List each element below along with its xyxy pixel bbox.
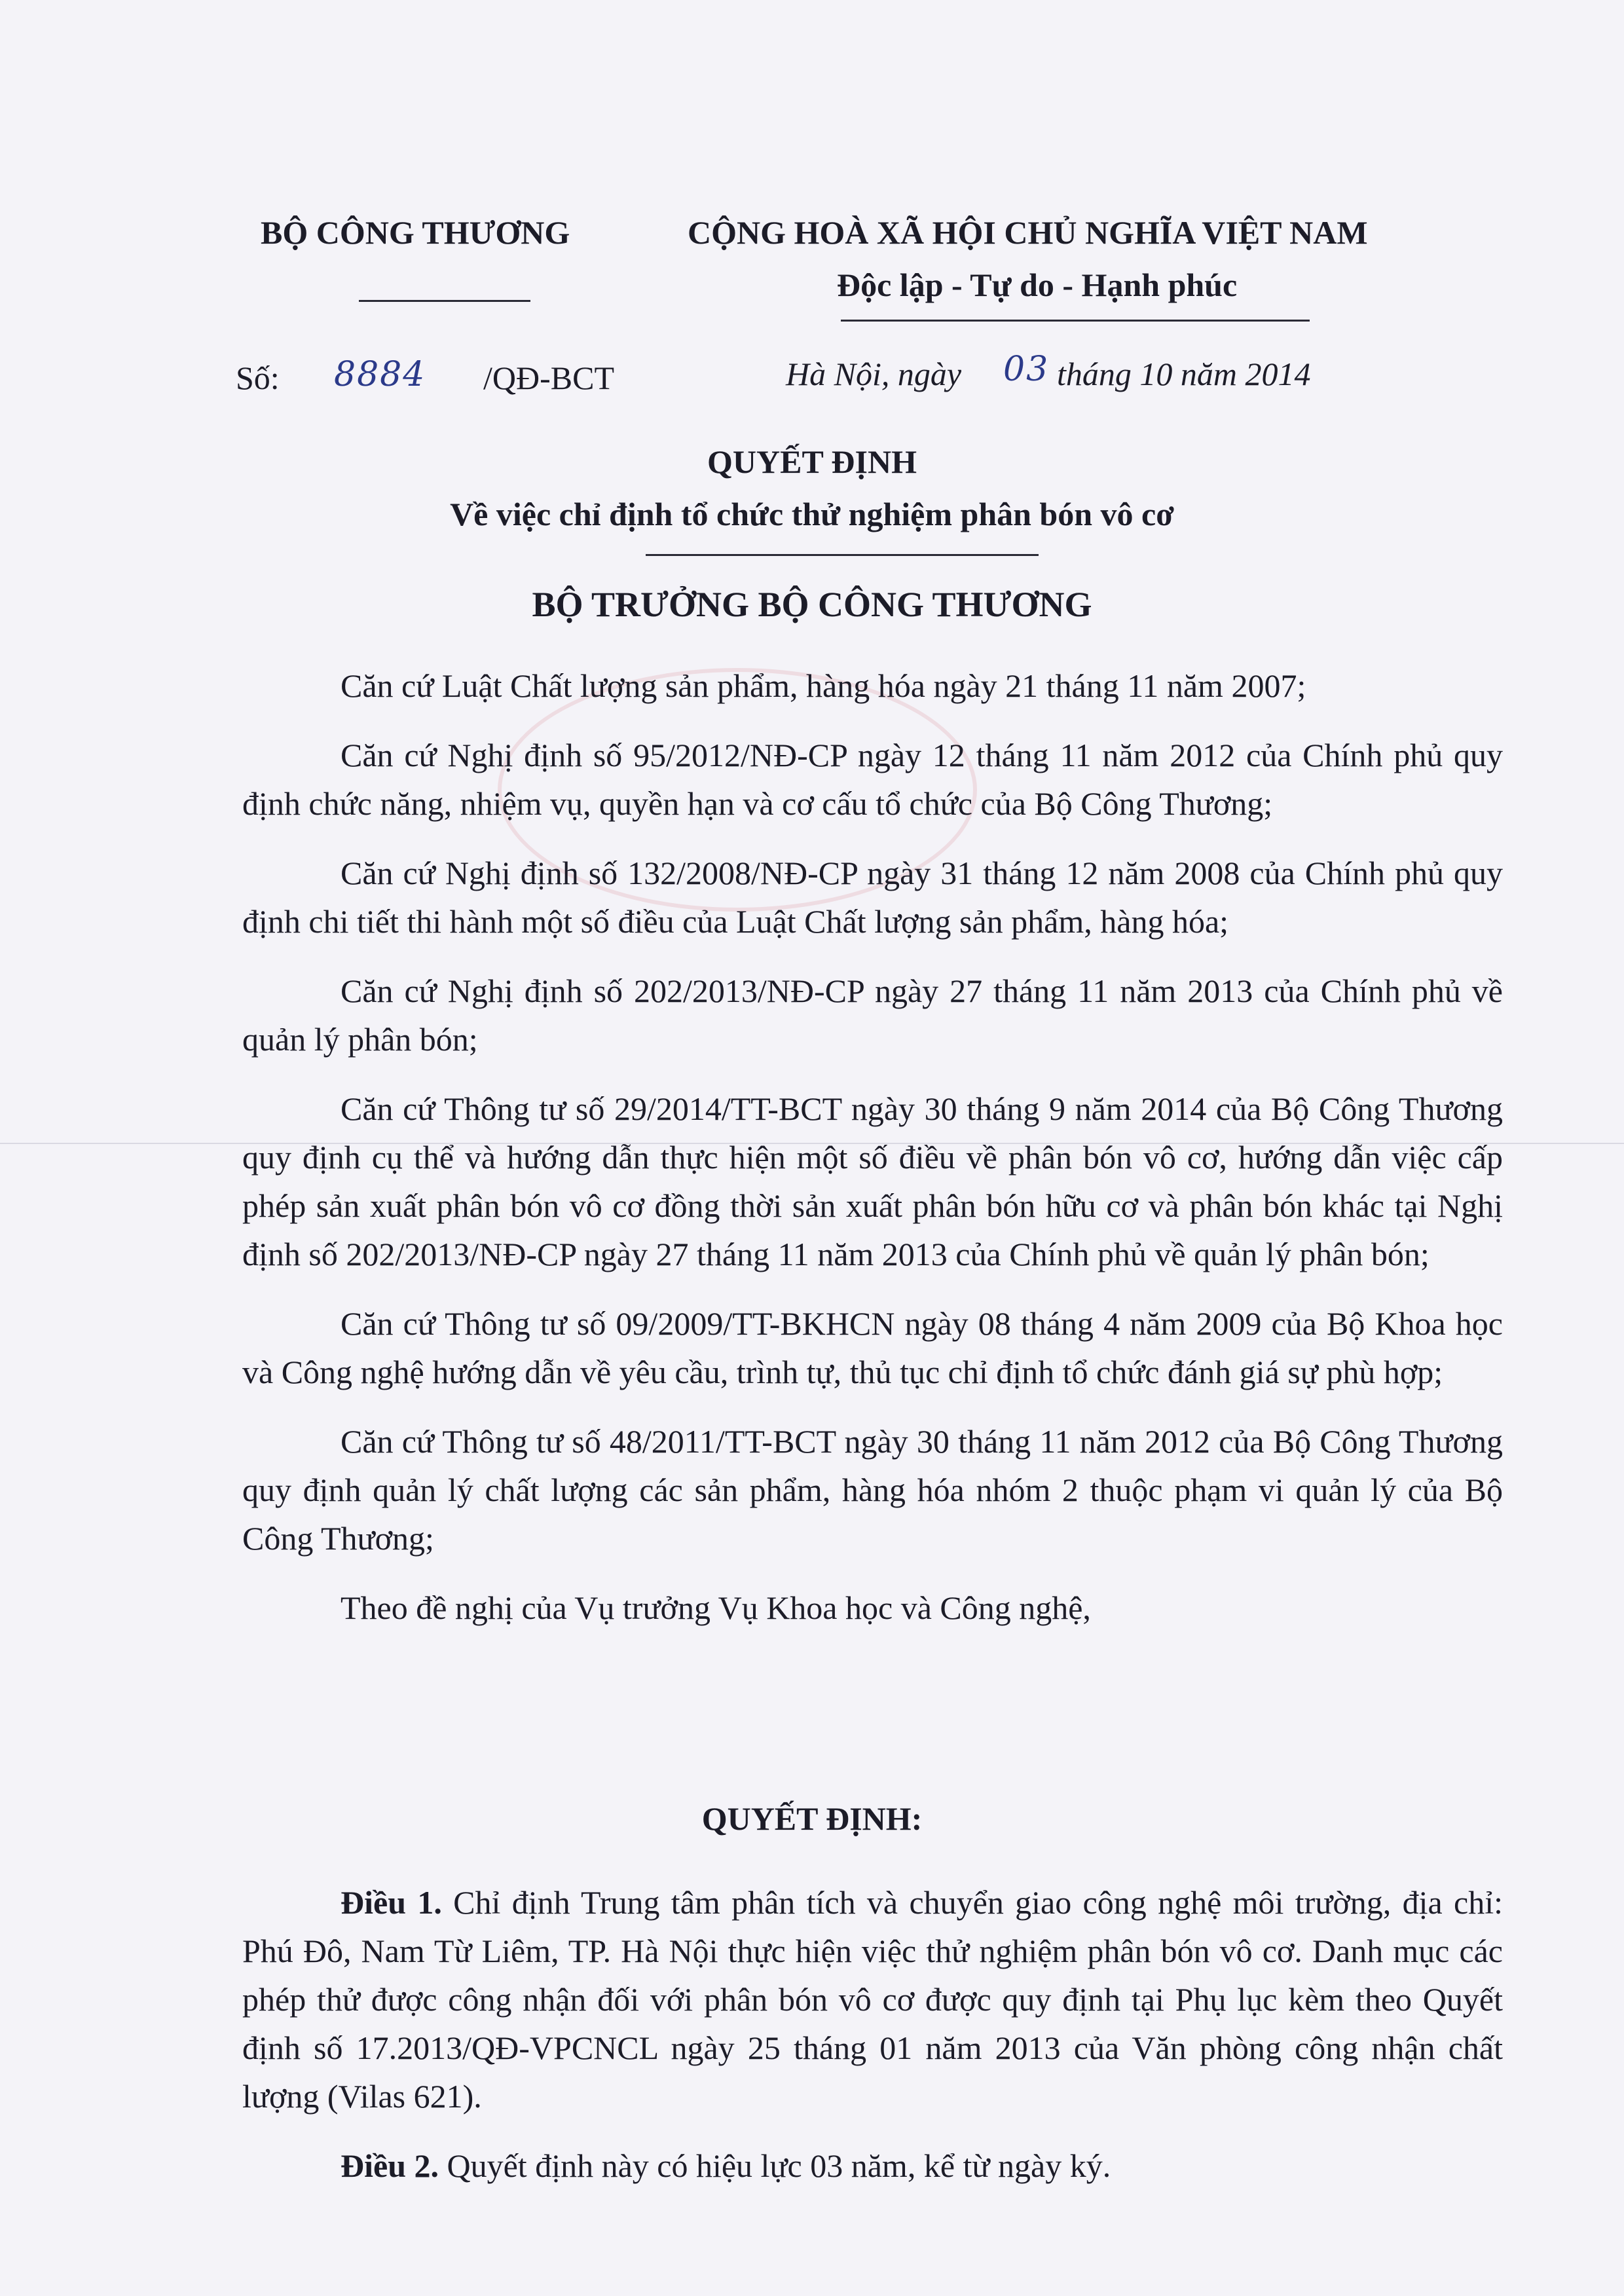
basis-paragraph: Căn cứ Thông tư số 48/2011/TT-BCT ngày 30 tháng 11 năm 2012 của Bộ Công Thương quy định quản lý chất lượng các sản phẩm, hàng hóa nhóm 2 thuộc phạm vi quản lý của Bộ Công Thương;	[242, 1423, 1503, 1557]
motto-underline	[841, 320, 1310, 322]
country-name: CỘNG HOÀ XÃ HỘI CHỦ NGHĨA VIỆT NAM	[688, 214, 1368, 251]
issuing-authority: BỘ TRƯỞNG BỘ CÔNG THƯƠNG	[532, 585, 1092, 624]
basis-paragraph: Căn cứ Nghị định số 95/2012/NĐ-CP ngày 12 tháng 11 năm 2012 của Chính phủ quy định chức năng, nhiệm vụ, quyền hạn và cơ cấu tổ chức của Bộ Công Thương;	[242, 737, 1503, 822]
ministry-underline	[359, 300, 530, 302]
national-motto: Độc lập - Tự do - Hạnh phúc	[837, 267, 1238, 303]
document-number-handwritten: 8884	[334, 355, 426, 394]
decision-heading: QUYẾT ĐỊNH:	[701, 1800, 923, 1837]
date-place: Hà Nội, ngày	[786, 356, 962, 392]
article-2-label: Điều 2.	[341, 2147, 439, 2184]
basis-paragraph: Căn cứ Thông tư số 09/2009/TT-BKHCN ngày 08 tháng 4 năm 2009 của Bộ Khoa học và Công nghệ hướng dẫn về yêu cầu, trình tự, thủ tục chỉ định tổ chức đánh giá sự phù hợp;	[242, 1305, 1503, 1390]
date-month-year: tháng 10 năm 2014	[1057, 356, 1311, 392]
ministry-name: BỘ CÔNG THƯƠNG	[261, 214, 570, 251]
legal-bases	[242, 661, 1503, 1632]
article-1-text: Chỉ định Trung tâm phân tích và chuyển giao công nghệ môi trường, địa chỉ: Phú Đô, Nam Từ Liêm, TP. Hà Nội thực hiện việc thử nghiệm phân bón vô cơ. Danh mục các phép thử được công nhận đối với phân bón vô cơ được quy định tại Phụ lục kèm theo Quyết định số 17.2013/QĐ-VPCNCL ngày 25 tháng 01 năm 2013 của Văn phòng công nhận chất lượng (Vilas 621).	[242, 1884, 1503, 2115]
article-1-label: Điều 1.	[341, 1884, 442, 1921]
basis-paragraph: Theo đề nghị của Vụ trưởng Vụ Khoa học và Công nghệ,	[341, 1589, 1091, 1626]
basis-paragraph: Căn cứ Nghị định số 202/2013/NĐ-CP ngày 27 tháng 11 năm 2013 của Chính phủ về quản lý phân bón;	[242, 972, 1503, 1058]
article-2-text: Quyết định này có hiệu lực 03 năm, kể từ ngày ký.	[439, 2147, 1111, 2184]
basis-paragraph: Căn cứ Luật Chất lượng sản phẩm, hàng hóa ngày 21 tháng 11 năm 2007;	[341, 667, 1306, 704]
basis-paragraph: Căn cứ Nghị định số 132/2008/NĐ-CP ngày 31 tháng 12 năm 2008 của Chính phủ quy định chi tiết thi hành một số điều của Luật Chất lượng sản phẩm, hàng hóa;	[242, 855, 1503, 940]
document-title: QUYẾT ĐỊNH	[707, 443, 917, 480]
article-1	[242, 1878, 1503, 2120]
basis-paragraph: Căn cứ Thông tư số 29/2014/TT-BCT ngày 30 tháng 9 năm 2014 của Bộ Công Thương quy định cụ thể và hướng dẫn thực hiện một số điều về phân bón vô cơ, hướng dẫn việc cấp phép sản xuất phân bón vô cơ đồng thời sản xuất phân bón hữu cơ và phân bón khác tại Nghị định số 202/2013/NĐ-CP ngày 27 tháng 11 năm 2013 của Chính phủ về quản lý phân bón;	[242, 1090, 1503, 1272]
date-day-handwritten: 03	[1003, 350, 1050, 389]
articles	[242, 1878, 1503, 2190]
document-subtitle: Về việc chỉ định tổ chức thử nghiệm phân bón vô cơ	[450, 496, 1174, 532]
article-2	[242, 2141, 1503, 2190]
document-number-suffix: /QĐ-BCT	[483, 360, 614, 396]
document-number-prefix: Số:	[236, 360, 280, 396]
title-underline	[646, 554, 1039, 556]
